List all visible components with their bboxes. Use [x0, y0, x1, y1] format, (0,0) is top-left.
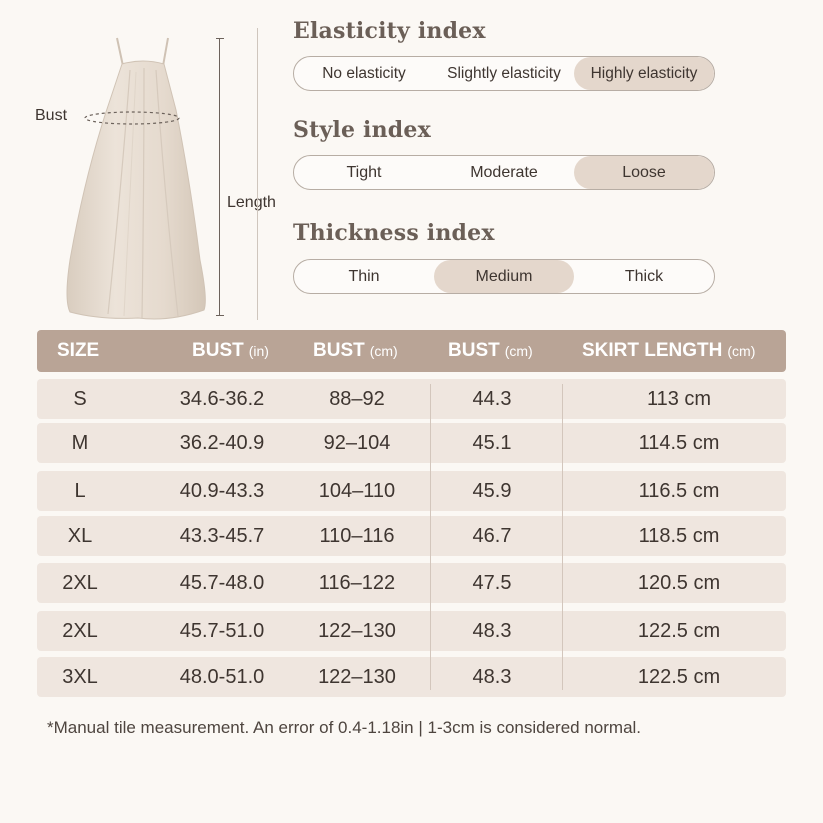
cell-bust-in: 36.2-40.9 — [179, 431, 265, 454]
header-bust-cm-unit: (cm) — [369, 343, 398, 359]
cell-skirt-length: 113 cm — [646, 387, 712, 410]
cell-size: 3XL — [62, 665, 98, 688]
table-row — [37, 516, 786, 556]
cell-bust-cm-2: 47.5 — [472, 571, 512, 594]
header-skirt-length-label: SKIRT LENGTH — [582, 340, 723, 361]
cell-skirt-length: 120.5 cm — [637, 571, 721, 594]
cell-bust-cm-2: 45.9 — [472, 479, 512, 502]
thickness-option-thin: Thin — [348, 267, 380, 285]
cell-bust-in: 48.0-51.0 — [179, 665, 265, 688]
thickness-option-medium: Medium — [434, 260, 574, 293]
cell-bust-cm: 104–110 — [318, 479, 396, 502]
header-skirt-length-unit: (cm) — [727, 343, 756, 359]
vertical-divider — [257, 28, 258, 320]
elasticity-option-none: No elasticity — [322, 64, 406, 82]
dress-icon — [60, 30, 210, 322]
cell-size: S — [73, 387, 87, 410]
length-bracket — [216, 38, 224, 316]
header-bust-in-label: BUST — [192, 340, 244, 361]
cell-bust-cm: 110–116 — [319, 524, 395, 547]
cell-bust-in: 40.9-43.3 — [179, 479, 265, 502]
length-label: Length — [227, 194, 276, 211]
table-row — [37, 657, 786, 697]
table-row — [37, 379, 786, 419]
cell-bust-cm-2: 46.7 — [472, 524, 512, 547]
cell-skirt-length: 118.5 cm — [638, 524, 720, 547]
measurement-note: *Manual tile measurement. An error of 0.4-1.18in | 1-3cm is considered normal. — [47, 718, 642, 737]
table-row — [37, 563, 786, 603]
cell-size: L — [74, 479, 86, 502]
header-skirt-length — [582, 330, 755, 372]
cell-bust-cm-2: 48.3 — [472, 665, 512, 688]
cell-bust-cm: 88–92 — [329, 387, 385, 410]
cell-bust-in: 43.3-45.7 — [179, 524, 265, 547]
cell-bust-cm: 116–122 — [318, 571, 396, 594]
style-index-title: Style index — [293, 117, 431, 143]
thickness-option-thick: Thick — [624, 267, 664, 285]
cell-size: XL — [67, 524, 93, 547]
elasticity-index-title: Elasticity index — [293, 18, 486, 44]
cell-bust-cm: 122–130 — [318, 665, 396, 688]
header-bust-cm — [313, 330, 398, 372]
table-row — [37, 471, 786, 511]
header-bust-in — [192, 330, 269, 372]
bust-label: Bust — [35, 107, 68, 124]
cell-size: M — [71, 431, 89, 454]
thickness-index-bar — [293, 259, 715, 294]
cell-bust-in: 45.7-51.0 — [179, 619, 265, 642]
header-bust-in-unit: (in) — [248, 343, 269, 359]
cell-bust-cm-2: 45.1 — [472, 431, 512, 454]
cell-skirt-length: 122.5 cm — [637, 665, 721, 688]
style-option-tight: Tight — [346, 163, 382, 181]
cell-bust-cm-2: 48.3 — [472, 619, 512, 642]
style-option-loose: Loose — [574, 156, 714, 189]
cell-bust-cm: 92–104 — [323, 431, 391, 454]
header-bust-cm-2-label: BUST — [448, 340, 500, 361]
table-row — [37, 611, 786, 651]
cell-bust-cm-2: 44.3 — [472, 387, 512, 410]
table-row — [37, 423, 786, 463]
style-option-moderate: Moderate — [470, 163, 538, 181]
cell-skirt-length: 116.5 cm — [638, 479, 720, 502]
elasticity-option-slight: Slightly elasticity — [447, 64, 561, 82]
cell-bust-in: 34.6-36.2 — [179, 387, 265, 410]
size-table-header — [37, 330, 786, 372]
cell-skirt-length: 122.5 cm — [637, 619, 721, 642]
header-bust-cm-2-unit: (cm) — [504, 343, 533, 359]
header-bust-cm-label: BUST — [313, 340, 365, 361]
elasticity-index-bar — [293, 56, 715, 91]
dress-illustration — [0, 0, 276, 325]
cell-skirt-length: 114.5 cm — [638, 431, 720, 454]
cell-bust-in: 45.7-48.0 — [179, 571, 265, 594]
style-index-bar — [293, 155, 715, 190]
column-separator — [430, 384, 431, 690]
cell-size: 2XL — [62, 619, 98, 642]
header-size — [57, 330, 99, 372]
header-bust-cm-2 — [448, 330, 533, 372]
column-separator — [562, 384, 563, 690]
header-size-label: SIZE — [57, 340, 100, 361]
elasticity-option-high: Highly elasticity — [574, 57, 714, 90]
cell-bust-cm: 122–130 — [318, 619, 396, 642]
thickness-index-title: Thickness index — [293, 220, 495, 246]
cell-size: 2XL — [62, 571, 98, 594]
